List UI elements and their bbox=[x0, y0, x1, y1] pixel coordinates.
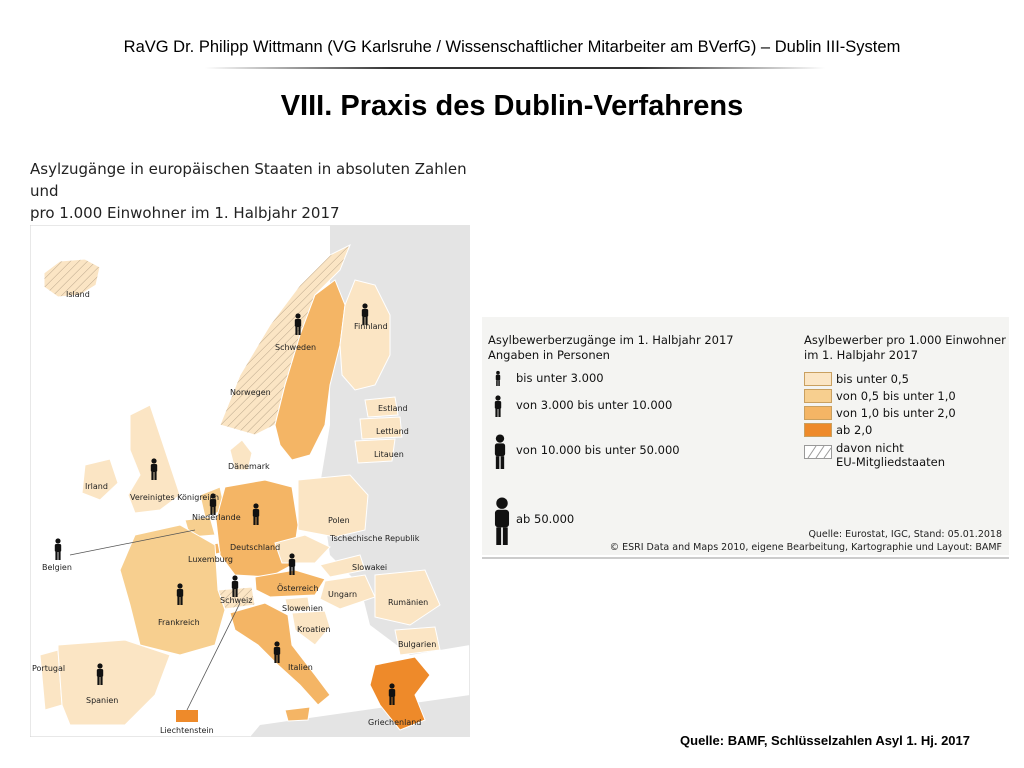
label-rumaenien: Rumänien bbox=[388, 598, 429, 607]
person-icon-small bbox=[496, 371, 500, 386]
footer-source: Quelle: BAMF, Schlüsselzahlen Asyl 1. Hj. 2017 bbox=[680, 733, 970, 748]
legend-swatch-2 bbox=[804, 389, 832, 403]
person-icon-medium bbox=[495, 395, 501, 417]
country-polen bbox=[298, 475, 368, 537]
legend-source-1: Quelle: Eurostat, IGC, Stand: 05.01.2018 bbox=[808, 529, 1002, 540]
europe-map bbox=[30, 225, 470, 737]
label-kroatien: Kroatien bbox=[297, 625, 331, 634]
label-slowakei: Slowakei bbox=[352, 563, 388, 572]
map-panel bbox=[30, 155, 470, 740]
legend-non-eu bbox=[836, 441, 945, 469]
legend-swatch-3 bbox=[804, 406, 832, 420]
legend-relative-item-2: von 0,5 bis unter 1,0 bbox=[836, 389, 956, 403]
header-line: RaVG Dr. Philipp Wittmann (VG Karlsruhe / Wissenschaftlicher Mitarbeiter am BVerfG) – Dublin III-System bbox=[123, 38, 901, 56]
legend-panel bbox=[482, 317, 1009, 559]
map-title-line-1: Asylzugänge in europäischen Staaten in absoluten Zahlen und bbox=[30, 160, 467, 200]
legend-relative-title-line-2: im 1. Halbjahr 2017 bbox=[804, 348, 919, 362]
legend-relative-item-1: bis unter 0,5 bbox=[836, 372, 909, 386]
liechtenstein-marker bbox=[176, 710, 198, 722]
label-tschechien: Tschechische Republik bbox=[330, 534, 420, 543]
legend-absolute-item-4: ab 50.000 bbox=[516, 512, 575, 526]
label-bulgarien: Bulgarien bbox=[398, 640, 437, 649]
map-title bbox=[30, 158, 470, 224]
legend-absolute-item-1: bis unter 3.000 bbox=[516, 371, 604, 385]
legend-non-eu-line-2: EU-Mitgliedstaaten bbox=[836, 455, 945, 469]
label-liechtenstein: Liechtenstein bbox=[160, 726, 214, 735]
label-polen: Polen bbox=[328, 516, 350, 525]
legend-swatch-1 bbox=[804, 372, 832, 386]
label-schweiz: Schweiz bbox=[220, 596, 253, 605]
legend-absolute-item-2: von 3.000 bis unter 10.000 bbox=[516, 398, 673, 412]
country-italien-sizilien bbox=[285, 707, 310, 721]
label-daenemark: Dänemark bbox=[228, 462, 270, 471]
label-lettland: Lettland bbox=[376, 427, 409, 436]
label-belgien: Belgien bbox=[42, 563, 72, 572]
label-deutschland: Deutschland bbox=[230, 543, 281, 552]
legend-relative-item-4: ab 2,0 bbox=[836, 423, 873, 437]
legend-absolute-title-line-1: Asylbewerberzugänge im 1. Halbjahr 2017 bbox=[488, 333, 734, 347]
label-oesterreich: Österreich bbox=[277, 584, 319, 593]
legend-relative-title bbox=[804, 333, 1006, 363]
label-italien: Italien bbox=[288, 663, 313, 672]
label-island: Island bbox=[66, 290, 90, 299]
legend-absolute-title-line-2: Angaben in Personen bbox=[488, 348, 610, 362]
map-title-line-2: pro 1.000 Einwohner im 1. Halbjahr 2017 bbox=[30, 204, 340, 222]
legend-absolute-title bbox=[488, 333, 734, 363]
label-griechenland: Griechenland bbox=[368, 718, 422, 727]
label-litauen: Litauen bbox=[374, 450, 404, 459]
label-vk: Vereinigtes Königreich bbox=[130, 493, 220, 502]
label-schweden: Schweden bbox=[275, 343, 317, 352]
label-portugal: Portugal bbox=[32, 664, 66, 673]
label-niederlande: Niederlande bbox=[192, 513, 241, 522]
page-title: VIII. Praxis des Dublin-Verfahrens bbox=[280, 90, 744, 122]
legend-relative-item-3: von 1,0 bis unter 2,0 bbox=[836, 406, 956, 420]
legend-absolute-item-3: von 10.000 bis unter 50.000 bbox=[516, 443, 680, 457]
legend-person-icons bbox=[488, 367, 518, 547]
label-irland: Irland bbox=[85, 482, 108, 491]
legend-hatch-swatch bbox=[804, 445, 832, 459]
legend-relative-title-line-1: Asylbewerber pro 1.000 Einwohner bbox=[804, 333, 1006, 347]
label-finnland: Finnland bbox=[354, 322, 388, 331]
legend-swatch-4 bbox=[804, 423, 832, 437]
header-divider bbox=[205, 66, 825, 70]
label-ungarn: Ungarn bbox=[328, 590, 358, 599]
label-slowenien: Slowenien bbox=[282, 604, 323, 613]
label-estland: Estland bbox=[378, 404, 408, 413]
label-spanien: Spanien bbox=[86, 696, 119, 705]
label-frankreich: Frankreich bbox=[158, 618, 200, 627]
label-luxemburg: Luxemburg bbox=[188, 555, 233, 564]
person-icon-large bbox=[495, 434, 505, 469]
label-norwegen: Norwegen bbox=[230, 388, 271, 397]
legend-source-2: © ESRI Data and Maps 2010, eigene Bearbeitung, Kartographie und Layout: BAMF bbox=[609, 542, 1002, 553]
legend-non-eu-line-1: davon nicht bbox=[836, 441, 904, 455]
